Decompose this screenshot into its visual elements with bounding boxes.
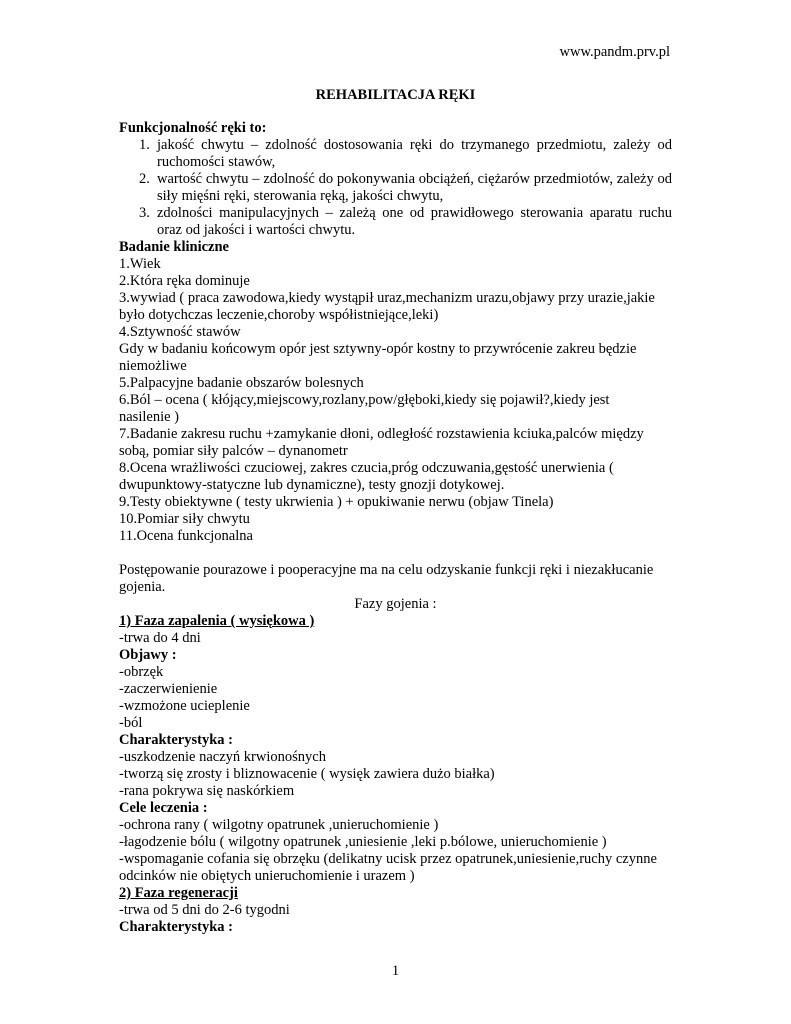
phases-title: Fazy gojenia : <box>354 596 437 612</box>
text-line: 8.Ocena wrażliwości czuciowej, zakres czucia,próg odczuwania,gęstość unerwienia ( <box>119 460 614 476</box>
goal-item: odcinków nie obiętych unieruchomienie i urazem ) <box>119 868 415 884</box>
text-line: 2.Która ręka dominuje <box>119 273 250 289</box>
text-line: 6.Ból – ocena ( kłójący,miejscowy,rozlany,pow/głęboki,kiedy się pojawił?,kiedy jest <box>119 392 610 408</box>
char-item: -tworzą się zrosty i bliznowacenie ( wysięk zawiera dużo białka) <box>119 766 495 782</box>
goal-item: -wspomaganie cofania się obrzęku (delikatny ucisk przez opatrunek,uniesienie,ruchy czynne <box>119 851 657 867</box>
text-line: 11.Ocena funkcjonalna <box>119 528 253 544</box>
document-title: REHABILITACJA RĘKI <box>315 87 476 103</box>
spacer <box>119 545 672 562</box>
list-item: 1. jakość chwytu – zdolność dostosowania ręki do trzymanego przedmiotu, zależy od ruchomości stawów, <box>139 137 672 170</box>
text-line: 9.Testy obiektywne ( testy ukrwienia ) + opukiwanie nerwu (objaw Tinela) <box>119 494 554 510</box>
goal-item: -łagodzenie bólu ( wilgotny opatrunek ,uniesienie ,leki p.bólowe, unieruchomienie ) <box>119 834 607 850</box>
text-line: 10.Pomiar siły chwytu <box>119 511 250 527</box>
text-line: Gdy w badaniu końcowym opór jest sztywny-opór kostny to przywrócenie zakreu będzie <box>119 341 637 357</box>
text-line: 5.Palpacyjne badanie obszarów bolesnych <box>119 375 364 391</box>
text-line: sobą, pomiar siły palców – dynanometr <box>119 443 348 459</box>
phase1-duration: -trwa do 4 dni <box>119 630 201 646</box>
char-item: -rana pokrywa się naskórkiem <box>119 783 295 799</box>
text-line: było dotychczas leczenie,choroby współistniejące,leki) <box>119 307 439 323</box>
list-item: 3. zdolności manipulacyjnych – zależą one od prawidłowego sterowania aparatu ruchu oraz od jakości i wartości chwytu. <box>139 205 672 238</box>
functional-heading: Funkcjonalność ręki to: <box>119 120 267 136</box>
text-line: 4.Sztywność stawów <box>119 324 241 340</box>
text-line: 1.Wiek <box>119 256 161 272</box>
symptom-item: -wzmożone ucieplenie <box>119 698 250 714</box>
phase1-char-heading: Charakterystyka : <box>119 732 233 748</box>
symptom-item: -obrzęk <box>119 664 164 680</box>
phase1-goals-heading: Cele leczenia : <box>119 800 208 816</box>
phase2-heading: 2) Faza regeneracji <box>119 885 238 901</box>
text-line: 3.wywiad ( praca zawodowa,kiedy wystąpił uraz,mechanizm urazu,objawy przy urazie,jakie <box>119 290 655 306</box>
intro-line: Postępowanie pourazowe i pooperacyjne ma na celu odzyskanie funkcji ręki i niezakłucanie <box>119 562 654 578</box>
list-item: 2. wartość chwytu – zdolność do pokonywania obciążeń, ciężarów przedmiotów, zależy od siły mięśni ręki, sterowania ręką, jakości chwytu, <box>139 171 672 204</box>
text-line: nasilenie ) <box>119 409 179 425</box>
clinical-list <box>119 256 672 545</box>
functional-list <box>119 137 672 239</box>
phase1-heading: 1) Faza zapalenia ( wysiękowa ) <box>119 613 315 629</box>
symptom-item: -ból <box>119 715 143 731</box>
phase1-symptoms-heading: Objawy : <box>119 647 177 663</box>
phase2-char-heading: Charakterystyka : <box>119 919 233 935</box>
text-line: dwupunktowy-statyczne lub dynamiczne), testy gnozji dotykowej. <box>119 477 505 493</box>
symptom-item: -zaczerwienienie <box>119 681 218 697</box>
intro-line: gojenia. <box>119 579 166 595</box>
document-body <box>119 120 672 936</box>
page-number: 1 <box>391 963 400 979</box>
text-line: 7.Badanie zakresu ruchu +zamykanie dłoni, odległość rozstawienia kciuka,palców między <box>119 426 644 442</box>
goal-item: -ochrona rany ( wilgotny opatrunek ,unieruchomienie ) <box>119 817 439 833</box>
clinical-heading: Badanie kliniczne <box>119 239 229 255</box>
header-url: www.pandm.prv.pl <box>559 44 670 60</box>
phase2-duration: -trwa od 5 dni do 2-6 tygodni <box>119 902 290 918</box>
text-line: niemożliwe <box>119 358 187 374</box>
char-item: -uszkodzenie naczyń krwionośnych <box>119 749 326 765</box>
